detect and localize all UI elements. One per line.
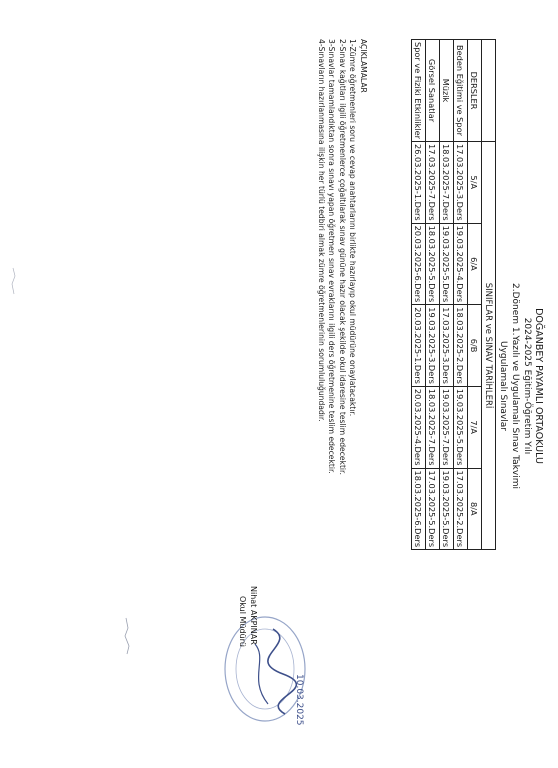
exam-subtitle: Uygulamalı Sınavlar: [498, 341, 508, 431]
date-cell: 19.03.2025-3.Ders: [426, 305, 440, 387]
date-cell: 20.03.2025-1.Ders: [412, 305, 426, 387]
date-cell: 17.03.2025-7.Ders: [426, 142, 440, 224]
school-name: DOĞANBEY PAYAMLI ORTAOKULU: [533, 308, 544, 464]
stamp-date: 10.03.2025: [294, 674, 304, 726]
academic-year: 2024-2025 Eğitim-Öğretim Yılı: [522, 317, 532, 455]
date-cell: 17.03.2025-3.Ders: [440, 305, 454, 387]
principal-name: Nihat AKPINAR: [249, 586, 258, 645]
table-row: [426, 40, 440, 550]
lesson-cell: Beden Eğitimi ve Spor: [454, 40, 468, 142]
lesson-cell: Görsel Sanatlar: [426, 40, 440, 142]
class-header: 6/B: [468, 305, 482, 387]
note-item: 4-Sınavların hazırlanmasına ilişkin her türlü tedbiri almak zümre öğretmenlerinin sorumluluğundadır.: [317, 39, 326, 422]
date-cell: 18.03.2025-7.Ders: [426, 386, 440, 468]
date-cell: 19.03.2025-5.Ders: [440, 223, 454, 305]
date-cell: 19.03.2025-5.Ders: [440, 468, 454, 550]
section-title: SINIFLAR ve SINAV TARİHLERİ: [482, 142, 496, 550]
blank-cell: [482, 40, 496, 142]
class-header: 8/A: [468, 468, 482, 550]
date-cell: 17.03.2025-2.Ders: [454, 468, 468, 550]
date-cell: 19.03.2025-5.Ders: [454, 386, 468, 468]
table-row: [454, 40, 468, 550]
date-cell: 19.03.2025-4.Ders: [454, 223, 468, 305]
table-header-row: [468, 40, 482, 550]
notes-title: AÇIKLAMALAR: [359, 39, 368, 93]
official-stamp-icon: [213, 589, 313, 749]
date-cell: 18.03.2025-7.Ders: [440, 142, 454, 224]
date-cell: 20.03.2025-4.Ders: [412, 386, 426, 468]
pen-mark-icon: [120, 616, 134, 656]
note-item: 2-Sınav kağıtları ilgili öğretmenlerce çoğaltılarak sınav gününe hazır olacak şekilde okul idaresine teslim edecektir.: [338, 39, 347, 475]
class-header: 5/A: [468, 142, 482, 224]
exam-title: 2.Dönem 1.Yazılı ve Uygulamalı Sınav Takvimi: [510, 282, 520, 489]
table-section-row: [482, 40, 496, 550]
pen-mark-icon: [9, 266, 19, 296]
lessons-header: DERSLER: [468, 40, 482, 142]
notes-section: [316, 39, 369, 559]
date-cell: 17.03.2025-5.Ders: [426, 468, 440, 550]
date-cell: 26.03.2025-1.Ders: [412, 142, 426, 224]
date-cell: 19.03.2025-7.Ders: [440, 386, 454, 468]
date-cell: 17.03.2025-3.Ders: [454, 142, 468, 224]
note-item: 3-Sınavlar tamamlandıktan sonra sınavı yapan öğretmen sınav evraklarını ilgili ders öğretmenine teslim edecektir.: [327, 39, 337, 474]
date-cell: 18.03.2025-5.Ders: [426, 223, 440, 305]
date-cell: 20.03.2025-6.Ders: [412, 223, 426, 305]
date-cell: 18.03.2025-2.Ders: [454, 305, 468, 387]
note-item: 1-Zümre öğretmenleri soru ve cevap anahtarlarını birlikte hazırlayıp okul müdürüne onaylatacaktır.: [348, 39, 358, 417]
class-header: 7/A: [468, 386, 482, 468]
table-row: [412, 40, 426, 550]
table-row: [440, 40, 454, 550]
lesson-cell: Müzik: [440, 40, 454, 142]
class-header: 6/A: [468, 223, 482, 305]
date-cell: 18.03.2025-6.Ders: [412, 468, 426, 550]
principal-title: Okul Müdürü: [238, 596, 247, 647]
rotated-document: [9, 6, 549, 766]
lesson-cell: Spor ve Fiziki Etkinlikler: [412, 40, 426, 142]
exam-schedule-table: [411, 39, 496, 550]
